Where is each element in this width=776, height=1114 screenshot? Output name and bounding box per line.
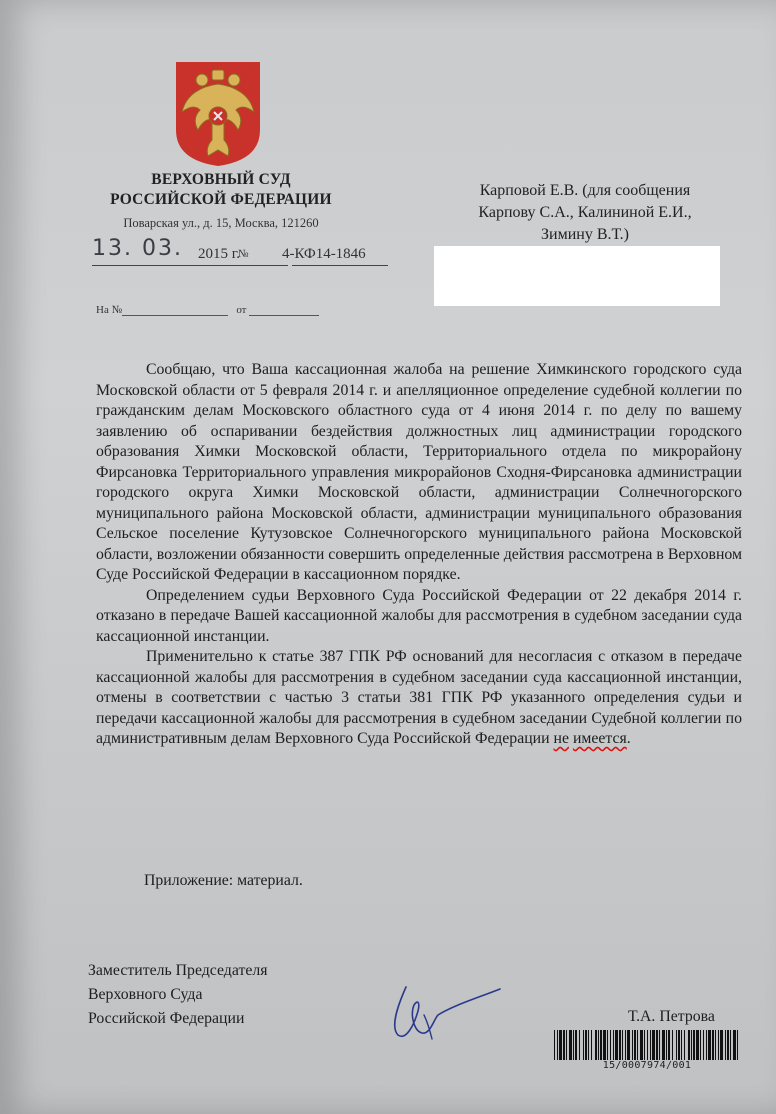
barcode-bar (615, 1030, 618, 1060)
barcode-bar (691, 1030, 692, 1060)
barcode-bar (622, 1030, 623, 1060)
court-name (96, 170, 346, 210)
barcode-bar (668, 1030, 670, 1060)
barcode-bar (619, 1030, 621, 1060)
paragraph-2: Определением судьи Верховного Суда Российской Федерации от 22 декабря 2014 г. отказано в передаче Вашей кассационной жалобы для рассмотрения в судебном заседании суда кассационной инстанции. (96, 586, 742, 645)
reference-blank (122, 315, 228, 316)
coat-of-arms-icon (172, 60, 264, 168)
paragraph-3-period: . (626, 730, 631, 747)
barcode-bar (603, 1030, 606, 1060)
barcode-bar (706, 1030, 707, 1060)
barcode-bar (583, 1030, 584, 1060)
barcode-bar (693, 1030, 695, 1060)
barcode-bar (559, 1030, 562, 1060)
signer-title (88, 959, 268, 1031)
barcode-bar (684, 1030, 685, 1060)
addressee-line1: Карповой Е.В. (для сообщения (479, 182, 691, 199)
addressee-line3: Зимину В.Т.) (541, 226, 629, 243)
barcode-bar (585, 1030, 587, 1060)
addressee (440, 180, 730, 246)
barcode-bar (676, 1030, 677, 1060)
barcode-bar (600, 1030, 602, 1060)
signer-title-line2: Верховного Суда (88, 986, 203, 1003)
barcode-bar (666, 1030, 667, 1060)
barcode-bar (727, 1030, 729, 1060)
letter-number: 4-КФ14-1846 (282, 246, 366, 262)
barcode-bar (637, 1030, 638, 1060)
barcode-bar (662, 1030, 665, 1060)
barcode-bar (566, 1030, 567, 1060)
barcode-bar (712, 1030, 714, 1060)
date-number-line (92, 236, 392, 266)
spellcheck-word-2: имеется (572, 730, 627, 747)
redaction-box (434, 246, 720, 306)
barcode-bar (554, 1030, 555, 1060)
barcode-bar (656, 1030, 658, 1060)
date-year: 2015 г. (198, 246, 240, 262)
court-name-line2: РОССИЙСКОЙ ФЕДЕРАЦИИ (110, 191, 332, 208)
signer-title-line1: Заместитель Председателя (88, 962, 268, 979)
addressee-line2: Карпову С.А., Калининой Е.И., (478, 204, 692, 221)
letter-body (96, 360, 742, 750)
reference-label: На № (96, 304, 123, 316)
reference-from-label: от (236, 304, 247, 316)
signer-title-line3: Российской Федерации (88, 1010, 245, 1027)
barcode-bar (595, 1030, 597, 1060)
number-underline (292, 265, 388, 266)
barcode-bar (627, 1030, 630, 1060)
barcode-bar (610, 1030, 611, 1060)
barcode-bar (632, 1030, 633, 1060)
barcode-bar (700, 1030, 701, 1060)
barcode-bar (647, 1030, 648, 1060)
paragraph-3 (96, 647, 742, 750)
barcode-bar (579, 1030, 580, 1060)
reference-date-blank (249, 315, 319, 316)
handwritten-date: 13. 03. (92, 236, 183, 261)
barcode-bar (644, 1030, 645, 1060)
handwritten-signature (384, 975, 504, 1045)
barcode-bar (737, 1030, 738, 1060)
barcode-bar (696, 1030, 699, 1060)
number-label: № (238, 248, 249, 260)
date-underline (92, 265, 288, 266)
barcode-bar (640, 1030, 643, 1060)
barcode-bar (563, 1030, 565, 1060)
court-address: Поварская ул., д. 15, Москва, 121260 (123, 216, 319, 230)
barcode-bar (715, 1030, 716, 1060)
barcode-bar (569, 1030, 572, 1060)
court-name-line1: ВЕРХОВНЫЙ СУД (151, 171, 291, 188)
barcode-bar (557, 1030, 558, 1060)
barcode-bar (613, 1030, 614, 1060)
barcode-bar (659, 1030, 660, 1060)
barcode-bar (718, 1030, 719, 1060)
barcode-bar (575, 1030, 577, 1060)
paragraph-1: Сообщаю, что Ваша кассационная жалоба на решение Химкинского городского суда Московской области от 5 февраля 2014 г. и апелляционное определение судебной коллегии по гражданским делам Московского областного суда от 4 июня 2014 г. по делу по вашему заявлению об оспаривании бездействия должностных лиц администрации городского образования Химки Московской области, Территориального отдела по микрорайону Фирсановка Территориального управления микрорайонов Сходня-Фирсановка администрации городского округа Химки Московской области, администрации Солнечногорского муниципального района Московской области, администрации муниципального образования Сельское поселение Кутузовское Солнечногорского муниципального района Московской области, возложении обязанности совершить определенные действия рассмотрена в Верховном Суде Российской Федерации в кассационном порядке. (96, 361, 742, 583)
barcode-bar (672, 1030, 673, 1060)
barcode-number: 15/0007974/001 (602, 1060, 692, 1071)
barcode-bar (591, 1030, 592, 1060)
barcode-bar (598, 1030, 599, 1060)
spellcheck-word-1: не (553, 730, 569, 747)
barcode-bar (652, 1030, 655, 1060)
barcode-bar (725, 1030, 726, 1060)
barcode-bar (733, 1030, 736, 1060)
paragraph-3-text: Применительно к статье 387 ГПК РФ оснований для несогласия с отказом в передаче кассационной жалобы для рассмотрения в судебном заседании суда кассационной инстанции, отмены в соответствии с частью 3 статьи 381 ГПК РФ указанного определения судьи и передачи кассационной жалобы для рассмотрения в судебном заседании Судебной коллегии по административным делам Верховного Суда Российской Федерации (96, 648, 742, 747)
barcode-bar (573, 1030, 574, 1060)
barcode-bar (708, 1030, 711, 1060)
barcode-bar (720, 1030, 723, 1060)
reference-line (96, 304, 319, 316)
barcode-bar (681, 1030, 682, 1060)
barcode-bar (650, 1030, 651, 1060)
barcode-bar (730, 1030, 731, 1060)
barcode (554, 1030, 740, 1060)
barcode-bar (688, 1030, 690, 1060)
barcode-bar (625, 1030, 626, 1060)
signer-name: Т.А. Петрова (628, 1008, 715, 1025)
barcode-bar (703, 1030, 704, 1060)
barcode-bar (634, 1030, 636, 1060)
attachment-note: Приложение: материал. (144, 872, 303, 889)
barcode-bar (607, 1030, 608, 1060)
barcode-bar (678, 1030, 680, 1060)
barcode-bar (588, 1030, 589, 1060)
